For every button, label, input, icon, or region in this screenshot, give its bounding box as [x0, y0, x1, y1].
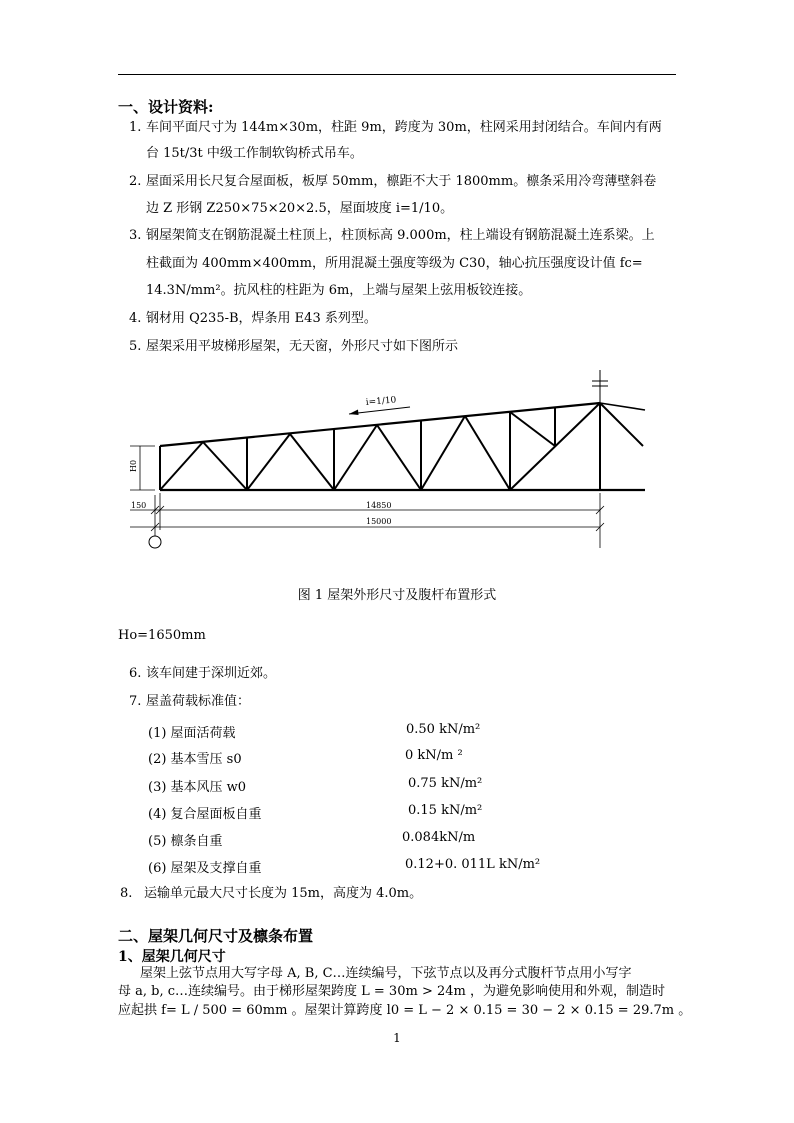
- h0-label: H0: [129, 459, 138, 472]
- dim-15000-label: 15000: [366, 517, 392, 526]
- item-1-number: 1.: [129, 120, 142, 135]
- axis-bubble: [149, 536, 161, 548]
- item-7-text: 屋盖荷载标准值：: [146, 694, 251, 709]
- item-4-line-1: 钢材用 Q235-B，焊条用 E43 系列型。: [146, 311, 377, 326]
- load-2-value: 0 kN/m ²: [405, 748, 463, 763]
- figure-caption: 图 1 屋架外形尺寸及腹杆布置形式: [297, 588, 497, 603]
- dim-14850-label: 14850: [366, 501, 392, 510]
- item-3-number: 3.: [129, 228, 142, 243]
- load-4-label: (4) 复合屋面板自重: [148, 807, 262, 822]
- section-1-heading: 一、设计资料:: [118, 98, 214, 116]
- load-6-label: (6) 屋架及支撑自重: [148, 861, 262, 876]
- section-2-sub-heading: 1、屋架几何尺寸: [118, 949, 226, 965]
- item-1-line-2: 台 15t/3t 中级工作制软钩桥式吊车。: [146, 146, 363, 161]
- ho-text: Ho=1650mm: [118, 628, 206, 643]
- item-8-number: 8.: [120, 886, 133, 901]
- item-6-number: 6.: [129, 666, 142, 681]
- item-1-line-1: 车间平面尺寸为 144m×30m，柱距 9m，跨度为 30m，柱网采用封闭结合。车间内有两: [146, 120, 662, 135]
- section-2-para-line-3: 应起拱 f= L / 500 = 60mm 。屋架计算跨度 l0 = L − 2 × 0.15 = 30 − 2 × 0.15 = 29.7m 。: [118, 1003, 692, 1018]
- header-rule: [118, 74, 676, 75]
- load-5-label: (5) 檩条自重: [148, 834, 223, 849]
- section-2-heading: 二、屋架几何尺寸及檩条布置: [118, 927, 314, 945]
- slope-label: i=1/10: [365, 395, 397, 408]
- load-3-value: 0.75 kN/m²: [408, 776, 483, 791]
- load-1-label: (1) 屋面活荷载: [148, 726, 236, 741]
- item-2-line-2: 边 Z 形钢 Z250×75×20×2.5，屋面坡度 i=1/10。: [146, 201, 454, 216]
- section-2-para-line-1: 屋架上弦节点用大写字母 A, B, C…连续编号，下弦节点以及再分式腹杆节点用小写字: [140, 966, 632, 981]
- page-number: 1: [393, 1031, 401, 1045]
- truss-diagram: [0, 360, 794, 560]
- load-5-value: 0.084kN/m: [402, 830, 476, 845]
- section-2-para-line-2: 母 a, b, c…连续编号。由于梯形屋架跨度 L = 30m > 24m ，为避免影响使用和外观，制造时: [118, 984, 665, 999]
- item-3-line-1: 钢屋架简支在钢筋混凝土柱顶上，柱顶标高 9.000m，柱上端设有钢筋混凝土连系梁。上: [146, 228, 655, 243]
- item-6-text: 该车间建于深圳近郊。: [146, 666, 277, 681]
- top-chord: [160, 403, 600, 446]
- dim-150-label: 150: [131, 501, 147, 510]
- load-2-label: (2) 基本雪压 s0: [148, 752, 242, 767]
- item-2-line-1: 屋面采用长尺复合屋面板，板厚 50mm，檩距不大于 1800mm。檩条采用冷弯薄壁斜卷: [146, 174, 657, 189]
- item-3-line-2: 柱截面为 400mm×400mm，所用混凝土强度等级为 C30，轴心抗压强度设计值 fc=: [146, 256, 643, 271]
- item-7-number: 7.: [129, 694, 142, 709]
- item-5-line-1: 屋架采用平坡梯形屋架，无天窗，外形尺寸如下图所示: [146, 339, 459, 354]
- item-4-number: 4.: [129, 311, 142, 326]
- item-3-line-3: 14.3N/mm²。抗风柱的柱距为 6m，上端与屋架上弦用板铰连接。: [146, 283, 532, 298]
- load-1-value: 0.50 kN/m²: [406, 722, 481, 737]
- load-3-label: (3) 基本风压 w0: [148, 780, 247, 795]
- item-8-text: 运输单元最大尺寸长度为 15m，高度为 4.0m。: [144, 886, 423, 901]
- load-4-value: 0.15 kN/m²: [408, 803, 483, 818]
- item-5-number: 5.: [129, 339, 142, 354]
- load-6-value: 0.12+0. 011L kN/m²: [405, 857, 541, 872]
- item-2-number: 2.: [129, 174, 142, 189]
